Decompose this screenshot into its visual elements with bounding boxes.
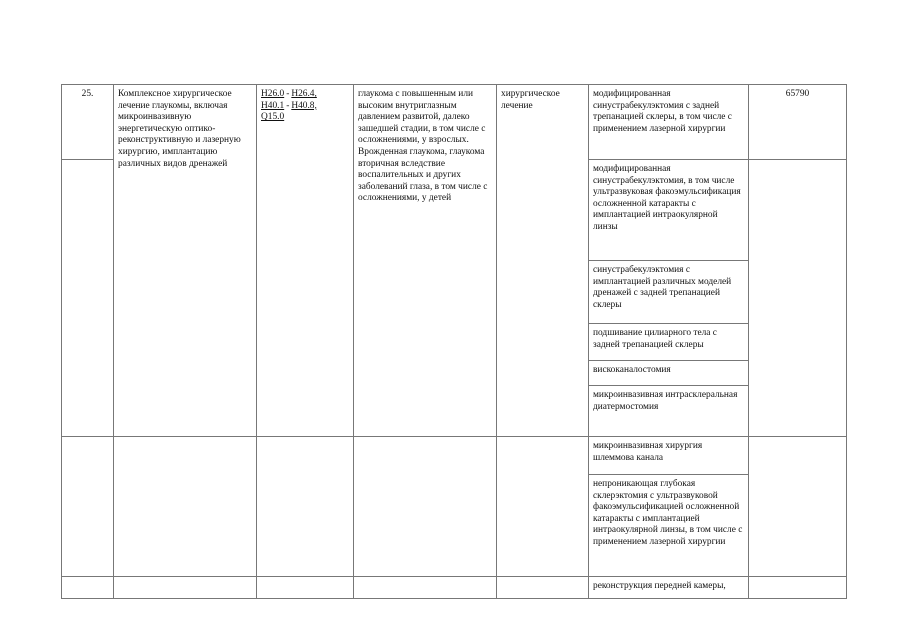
- empty-cell: [749, 437, 847, 577]
- table-row: [62, 437, 847, 475]
- patient-model: глаукома с повышенным или высоким внутриглазным давлением развитой, далеко зашедшей стадии, в том числе с осложнениями, у взрослых. Врожденная глаукома, глаукома вторичная вследствие воспалительных и других заболеваний глаза, в том числе с осложнениями, у детей: [354, 85, 497, 437]
- icd-code: Q15.0: [261, 112, 285, 123]
- method-cell: модифицированная синустрабекулэктомия, в том числе ультразвуковая факоэмульсификация осложненной катаракты с имплантацией интраокулярной линзы: [589, 160, 749, 261]
- cost-value: 65790: [749, 85, 847, 160]
- empty-cell: [497, 437, 589, 577]
- icd-code: H40.8,: [291, 100, 317, 111]
- row-number: 25.: [62, 85, 114, 160]
- icd-codes: H26.0 - H26.4, H40.1 - H40.8, Q15.0: [257, 85, 354, 437]
- empty-cell: [114, 577, 257, 599]
- method-cell: модифицированная синустрабекулэктомия с задней трепанацией склеры, в том числе с применением лазерной хирургии: [589, 85, 749, 160]
- empty-cost-cell: [749, 160, 847, 437]
- empty-cell: [62, 437, 114, 577]
- icd-code: H40.1: [261, 100, 285, 111]
- method-cell: вискоканалостомия: [589, 361, 749, 386]
- empty-cell: [354, 577, 497, 599]
- method-cell: синустрабекулэктомия с имплантацией различных моделей дренажей с задней трепанацией склеры: [589, 261, 749, 324]
- method-cell: подшивание цилиарного тела с задней трепанацией склеры: [589, 324, 749, 361]
- empty-cell: [257, 577, 354, 599]
- method-cell: микроинвазивная хирургия шлеммова канала: [589, 437, 749, 475]
- table-row: [62, 85, 847, 160]
- icd-code: H26.0: [261, 89, 285, 99]
- empty-cell: [749, 577, 847, 599]
- empty-number-cell: [62, 160, 114, 437]
- medical-care-table: [61, 84, 847, 599]
- method-cell: реконструкция передней камеры,: [589, 577, 749, 599]
- icd-code: H26.4,: [291, 89, 317, 99]
- empty-cell: [257, 437, 354, 577]
- method-cell: непроникающая глубокая склерэктомия с ультразвуковой факоэмульсификацией осложненной катаракты с имплантацией интраокулярной линзы, в том числе с применением лазерной хирургии: [589, 475, 749, 577]
- empty-cell: [354, 437, 497, 577]
- table-row: [62, 577, 847, 599]
- method-cell: микроинвазивная интрасклеральная диатермостомия: [589, 386, 749, 437]
- treatment-type: хирургическое лечение: [497, 85, 589, 437]
- treatment-name: Комплексное хирургическое лечение глаукомы, включая микроинвазивную энергетическую оптико-реконструктивную и лазерную хирургию, имплантацию различных видов дренажей: [114, 85, 257, 437]
- empty-cell: [62, 577, 114, 599]
- empty-cell: [114, 437, 257, 577]
- empty-cell: [497, 577, 589, 599]
